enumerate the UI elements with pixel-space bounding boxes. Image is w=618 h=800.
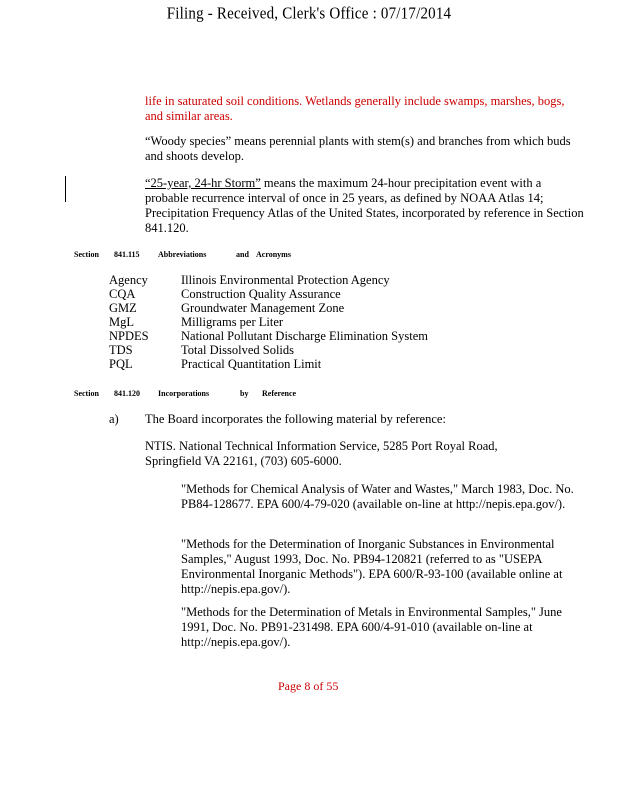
abbreviation-row (0, 273, 618, 287)
abbreviation-term: Agency (109, 273, 148, 287)
abbreviation-row (0, 329, 618, 343)
storm-definition-text: means the maximum 24-hour precipitation event with a probable recurrence interval of once in 25 years, as defined by NOAA Atlas 14; Precipitation Frequency Atlas of the United States, incorporated by reference in Section 841.120. (145, 176, 584, 235)
page-number: Page 8 of 55 (278, 679, 339, 693)
section-title-part: Abbreviations (158, 250, 207, 259)
abbreviation-term: GMZ (109, 301, 137, 315)
definition-wetlands-continued: life in saturated soil conditions. Wetlands generally include swamps, marshes, bogs, and similar areas. (145, 94, 565, 123)
revision-margin-bar (65, 176, 66, 202)
abbreviation-row (0, 357, 618, 371)
definition-woody-species: “Woody species” means perennial plants with stem(s) and branches from which buds and shoots develop. (145, 134, 571, 163)
abbreviation-meaning: Milligrams per Liter (181, 315, 284, 329)
abbreviation-meaning: Construction Quality Assurance (181, 287, 341, 301)
section-label: Section (74, 389, 99, 398)
abbreviation-row (0, 343, 618, 357)
section-title-part: Reference (262, 389, 297, 398)
abbreviation-row (0, 301, 618, 315)
abbreviation-term: PQL (109, 357, 133, 371)
reference-item: "Methods for Chemical Analysis of Water and Wastes," March 1983, Doc. No. PB84-128677. EPA 600/4-79-020 (available on-line at http://nepis.epa.gov/). (181, 482, 574, 511)
reference-item: "Methods for the Determination of Inorganic Substances in Environmental Samples," August 1993, Doc. No. PB94-120821 (referred to as "USEPA Environmental Inorganic Methods"). EPA 600/R-93-100 (available online at http://nepis.epa.gov/). (181, 537, 563, 596)
abbreviation-term: CQA (109, 287, 136, 301)
section-title-part: and (236, 250, 249, 259)
section-label: Section (74, 250, 99, 259)
abbreviation-meaning: National Pollutant Discharge Elimination System (181, 329, 428, 343)
abbreviation-row (0, 315, 618, 329)
abbreviation-meaning: Illinois Environmental Protection Agency (181, 273, 390, 287)
abbreviation-meaning: Groundwater Management Zone (181, 301, 345, 315)
abbreviation-row (0, 287, 618, 301)
section-title-part: Acronyms (256, 250, 291, 259)
section-title-part: by (240, 389, 249, 398)
section-number: 841.120 (114, 389, 140, 398)
abbreviation-meaning: Practical Quantitation Limit (181, 357, 322, 371)
item-a-text: The Board incorporates the following material by reference: (145, 412, 446, 426)
ntis-reference: NTIS. National Technical Information Service, 5285 Port Royal Road, Springfield VA 22161, (703) 605-6000. (145, 439, 498, 468)
storm-term: “25-year, 24-hr Storm” (145, 176, 261, 190)
reference-item: "Methods for the Determination of Metals in Environmental Samples," June 1991, Doc. No. PB91-231498. EPA 600/4-91-010 (available on-line at http://nepis.epa.gov/). (181, 605, 562, 649)
section-841-120-heading (0, 389, 618, 401)
section-title-part: Incorporations (158, 389, 210, 398)
abbreviation-term: NPDES (109, 329, 149, 343)
item-a-marker: a) (109, 412, 119, 426)
abbreviation-list (0, 273, 618, 373)
filing-header: Filing - Received, Clerk's Office : 07/17/2014 (166, 4, 452, 24)
abbreviation-term: MgL (109, 315, 134, 329)
abbreviation-term: TDS (109, 343, 133, 357)
definition-storm (145, 176, 585, 236)
section-number: 841.115 (114, 250, 140, 259)
abbreviation-meaning: Total Dissolved Solids (181, 343, 295, 357)
section-841-115-heading (0, 250, 618, 262)
